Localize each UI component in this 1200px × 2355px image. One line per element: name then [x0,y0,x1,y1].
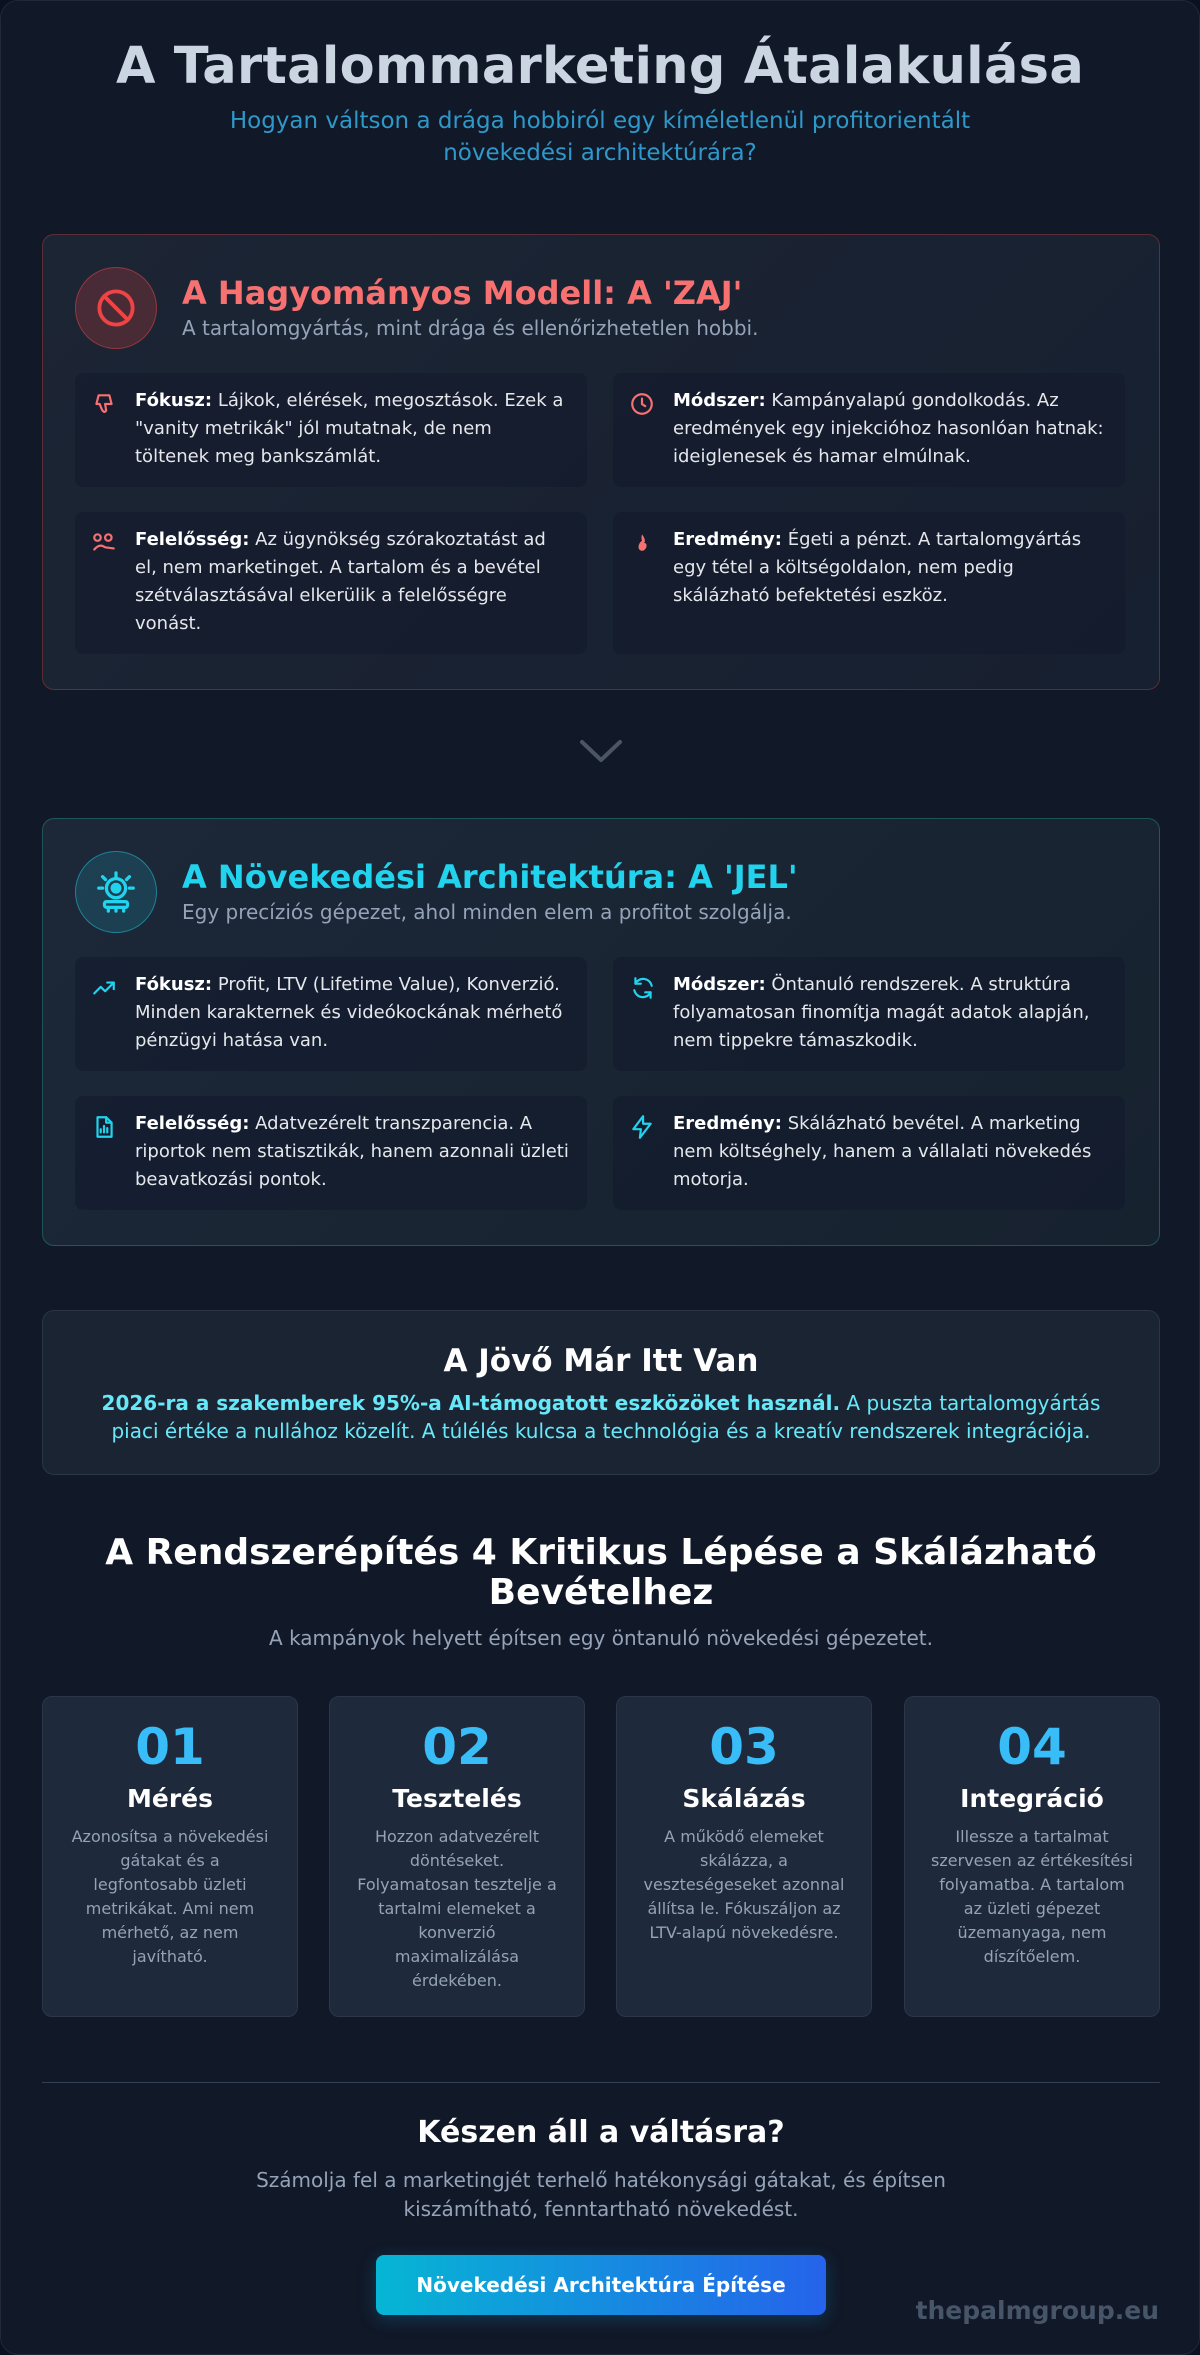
steps-title: A Rendszerépítés 4 Kritikus Lépése a Skálázható Bevételhez [105,1532,1097,1613]
traditional-focus-text: Lájkok, elérések, megosztások. Ezek a "vanity metrikák" jól mutatnak, de nem töltenek meg bankszámlát. [135,390,564,467]
traditional-result-label: Eredmény: [673,529,782,550]
step-title: Integráció [960,1784,1104,1813]
steps-header [1,1533,1200,1651]
traditional-model-header [75,267,1075,349]
traditional-focus-label: Fókusz: [135,390,213,411]
future-text [91,1389,1111,1445]
traditional-method-tile [613,373,1125,487]
growth-architecture-title: A Növekedési Architektúra: A 'JEL' [182,858,798,896]
steps-subtitle: A kampányok helyett építsen egy öntanuló növekedési gépezetet. [269,1626,933,1650]
step-title: Tesztelés [392,1784,522,1813]
traditional-model-card [42,234,1160,690]
thumbs-down-icon [91,391,117,417]
fire-icon [629,530,655,556]
clock-icon [629,391,655,417]
growth-result-text: Skálázható bevétel. A marketing nem költséghely, hanem a vállalati növekedés motorja. [673,1113,1092,1190]
step-number: 02 [422,1718,492,1776]
traditional-method-label: Módszer: [673,390,766,411]
build-architecture-button[interactable]: Növekedési Architektúra Építése [376,2255,826,2315]
future-banner [42,1310,1160,1475]
step-number: 03 [709,1718,779,1776]
page-subtitle: Hogyan váltson a drága hobbiról egy kíméletlenül profitorientált növekedési architektúrára? [229,108,971,166]
traditional-focus-tile [75,373,587,487]
report-icon [91,1114,117,1140]
step-card-test [329,1696,585,2017]
traditional-result-text: Égeti a pénzt. A tartalomgyártás egy tétel a költségoldalon, nem pedig skálázható befektetési eszköz. [673,529,1082,606]
section-divider [42,2082,1160,2083]
ban-icon [75,267,157,349]
step-card-scale [616,1696,872,2017]
growth-responsibility-tile [75,1096,587,1210]
refresh-icon [629,975,655,1001]
growth-focus-tile [75,957,587,1071]
step-card-integrate [904,1696,1160,2017]
growth-focus-label: Fókusz: [135,974,213,995]
growth-result-label: Eredmény: [673,1113,782,1134]
step-text: A működő elemeket skálázza, a veszteségeseket azonnal állítsa le. Fókuszáljon az LTV-alapú növekedésre. [643,1827,845,1942]
cta-text: Számolja fel a marketingjét terhelő hatékonysági gátakat, és építsen kiszámítható, fenntartható növekedést. [256,2168,946,2221]
future-body: A puszta tartalomgyártás piaci értéke a nullához közelít. A túlélés kulcsa a technológia és a kreatív rendszerek integrációja. [111,1391,1101,1443]
step-text: Illessze a tartalmat szervesen az értékesítési folyamatba. A tartalom az üzleti gépezet üzemanyaga, nem díszítőelem. [931,1827,1133,1966]
traditional-responsibility-label: Felelősség: [135,529,250,550]
growth-method-label: Módszer: [673,974,766,995]
growth-result-tile [613,1096,1125,1210]
traditional-model-title: A Hagyományos Modell: A 'ZAJ' [182,274,743,312]
traditional-responsibility-tile [75,512,587,654]
growth-architecture-header [75,851,1075,933]
hand-off-icon [91,530,117,556]
trending-up-icon [91,975,117,1001]
hero [1,1,1199,169]
step-number: 04 [997,1718,1067,1776]
step-text: Hozzon adatvezérelt döntéseket. Folyamatosan tesztelje a tartalmi elemeket a konverzió maximalizálása érdekében. [357,1827,557,1990]
page-title: A Tartalommarketing Átalakulása [115,37,1085,96]
traditional-method-text: Kampányalapú gondolkodás. Az eredmények egy injekcióhoz hasonlóan hatnak: ideiglenesek és hamar elmúlnak. [673,390,1104,467]
step-number: 01 [135,1718,205,1776]
growth-method-tile [613,957,1125,1071]
step-text: Azonosítsa a növekedési gátakat és a legfontosabb üzleti metrikákat. Ami nem mérhető, az nem javítható. [71,1827,269,1966]
growth-method-text: Öntanuló rendszerek. A struktúra folyamatosan finomítja magát adatok alapján, nem tippekre támaszkodik. [673,974,1090,1051]
step-card-measure [42,1696,298,2017]
future-highlight: 2026-ra a szakemberek 95%-a AI-támogatott eszközöket használ. [101,1391,841,1415]
traditional-responsibility-text: Az ügynökség szórakoztatást ad el, nem marketinget. A tartalom és a bevétel szétválasztásával elkerülik a felelősségre vonást. [135,529,546,634]
traditional-model-subtitle: A tartalomgyártás, mint drága és ellenőrizhetetlen hobbi. [182,316,759,340]
step-title: Mérés [127,1784,213,1813]
growth-responsibility-text: Adatvezérelt transzparencia. A riportok nem statisztikák, hanem azonnali üzleti beavatkozási pontok. [135,1113,569,1190]
watermark: thepalmgroup.eu [915,2296,1159,2325]
bolt-icon [629,1114,655,1140]
growth-focus-text: Profit, LTV (Lifetime Value), Konverzió. Minden karakternek és videókockának mérhető pénzügyi hatása van. [135,974,563,1051]
growth-architecture-card [42,818,1160,1246]
chevron-down-icon [579,736,623,770]
step-title: Skálázás [682,1784,806,1813]
growth-architecture-subtitle: Egy precíziós gépezet, ahol minden elem a profitot szolgálja. [182,900,792,924]
traditional-result-tile [613,512,1125,654]
growth-responsibility-label: Felelősség: [135,1113,250,1134]
cpu-icon [75,851,157,933]
future-title: A Jövő Már Itt Van [443,1343,759,1379]
cta-title: Készen áll a váltásra? [417,2115,785,2150]
